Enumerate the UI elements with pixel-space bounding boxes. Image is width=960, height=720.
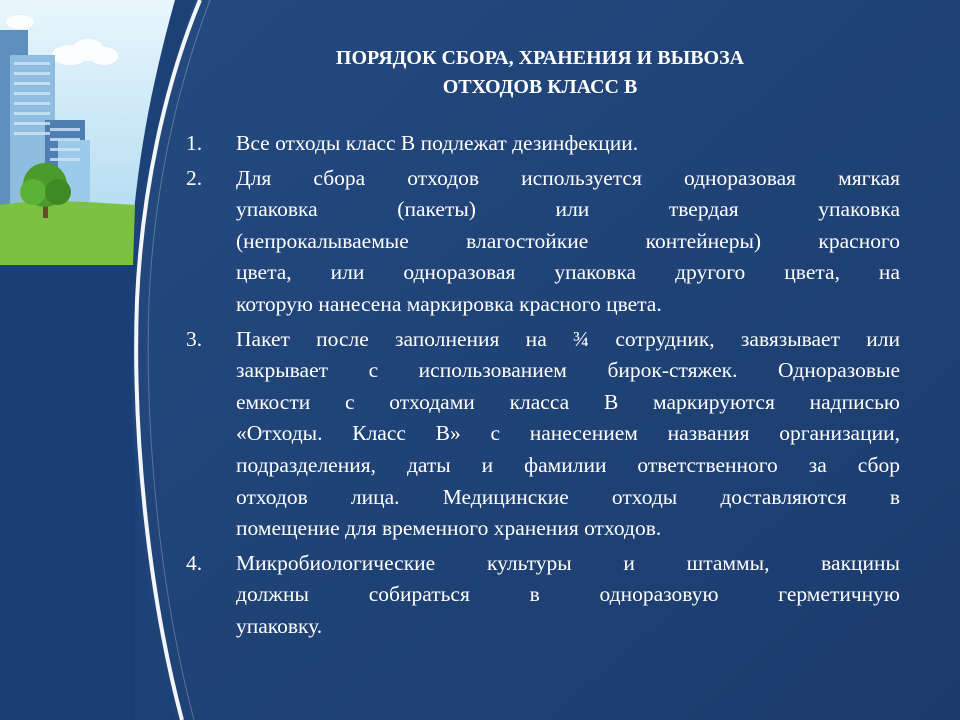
- text-line: помещение для временного хранения отходов.: [236, 516, 662, 541]
- text-line: (непрокалываемые влагостойкие контейнеры) красного: [236, 228, 900, 253]
- list-item: [186, 548, 900, 643]
- list-item-text: [236, 128, 900, 160]
- slide-title: [240, 44, 840, 102]
- text-line: Пакет после заполнения на ¾ сотрудник, завязывает или: [236, 326, 900, 351]
- text-line: должны собираться в одноразовую герметичную: [236, 582, 900, 607]
- text-line: упаковку.: [236, 613, 323, 638]
- text-line: Все отходы класс В подлежат дезинфекции.: [236, 131, 639, 155]
- text-line: «Отходы. Класс В» с нанесением названия организации,: [236, 421, 900, 446]
- text-line: Микробиологические культуры и штаммы, вакцины: [236, 550, 900, 575]
- text-line: которую нанесена маркировка красного цвета.: [236, 291, 662, 316]
- list-item: [186, 163, 900, 321]
- title-line-2: ОТХОДОВ КЛАСС В: [442, 76, 638, 98]
- grass: [0, 201, 135, 265]
- list-item-number: 3.: [186, 326, 203, 351]
- numbered-list: [186, 128, 900, 646]
- text-line: закрывает с использованием бирок-стяжек. Одноразовые: [236, 358, 900, 383]
- list-item-text: [236, 548, 900, 643]
- title-line-1: ПОРЯДОК СБОРА, ХРАНЕНИЯ И ВЫВОЗА: [335, 47, 745, 69]
- text-line: подразделения, даты и фамилии ответственного за сбор: [236, 452, 900, 477]
- list-item-text: [236, 163, 900, 321]
- text-line: цвета, или одноразовая упаковка другого цвета, на: [236, 260, 900, 285]
- text-line: отходов лица. Медицинские отходы доставляются в: [236, 484, 900, 509]
- text-line: Для сбора отходов используется одноразовая мягкая: [236, 165, 900, 190]
- list-item-number: 1.: [186, 131, 203, 155]
- text-line: емкости с отходами класса В маркируются надписью: [236, 389, 900, 414]
- list-item: [186, 324, 900, 545]
- list-item: [186, 128, 900, 160]
- list-item-text: [236, 324, 900, 545]
- list-item-number: 2.: [186, 165, 203, 190]
- text-line: упаковка (пакеты) или твердая упаковка: [236, 197, 900, 222]
- list-item-number: 4.: [186, 550, 203, 575]
